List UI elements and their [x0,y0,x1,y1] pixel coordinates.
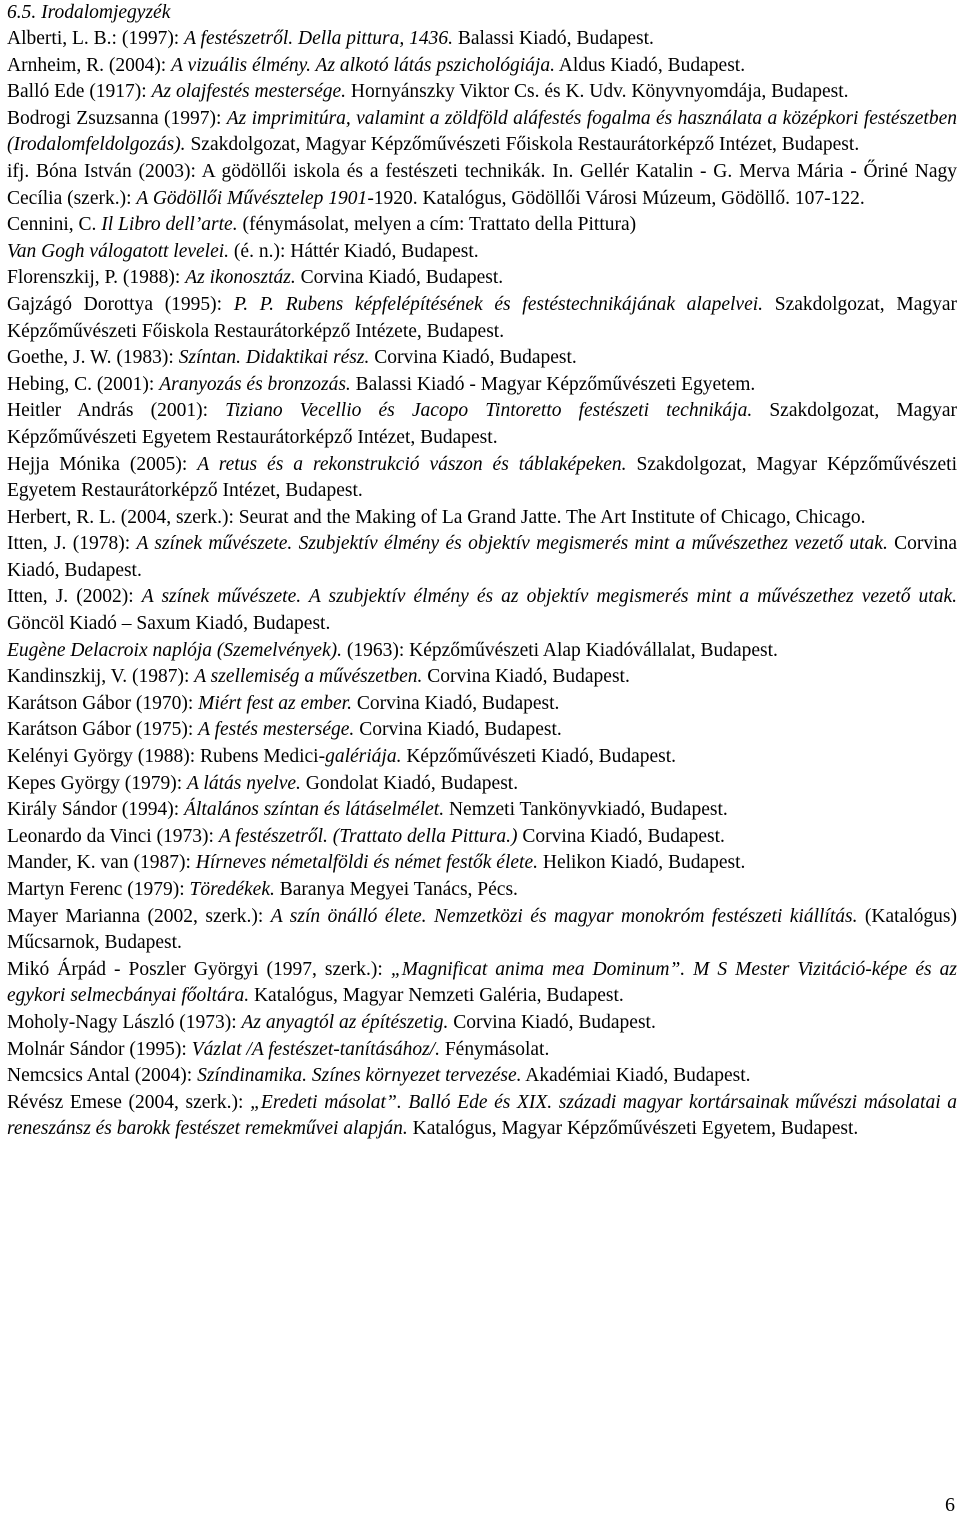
entry-title-italic: A szín önálló élete. Nemzetközi és magyar monokróm festészeti kiállítás. [270,905,858,927]
entry-title-italic: „Eredeti másolat”. Balló Ede és XIX. századi magyar kortársainak művészi másolatai a reneszánsz és barokk festészet remekművei alapján. [7,1091,957,1140]
entry-text: Herbert, R. L. (2004, szerk.): Seurat and the Making of La Grand Jatte. The Art Institute of Chicago, Chicago. [7,506,866,528]
bibliography-entry [7,531,957,584]
bibliography-entry [7,452,957,505]
bibliography-entry [7,664,957,691]
bibliography-entry [7,1063,957,1090]
entry-text: Baranya Megyei Tanács, Pécs. [274,879,518,900]
entry-text: Corvina Kiadó, Budapest. [295,267,504,289]
bibliography-entry [7,638,957,665]
entry-title-italic: Színtan. Didaktikai rész. [178,347,370,369]
bibliography-list [7,26,957,1143]
entry-text: Molnár Sándor (1995): [7,1038,192,1060]
bibliography-entry [7,824,957,851]
entry-title-italic: Az anyagtól az építészetig. [241,1011,449,1033]
bibliography-entry [7,79,957,106]
entry-text: (é. n.): Háttér Kiadó, Budapest. [229,240,479,262]
entry-title-italic: A szellemiség a művészetben. [194,666,423,688]
entry-text: Képzőművészeti Kiadó, Budapest. [401,746,677,768]
entry-text: -1920. Katalógus, Gödöllői Városi Múzeum, Gödöllő. 107-122. [367,187,865,209]
entry-title-italic: A Gödöllői Művésztelep 1901 [136,187,368,209]
entry-title-italic: P. P. Rubens képfelépítésének és festéstechnikájának alapelvei. [233,293,764,315]
bibliography-entry [7,53,957,80]
bibliography-page [7,0,957,1143]
bibliography-entry [7,744,957,771]
entry-text: Leonardo da Vinci (1973): [7,825,219,847]
bibliography-entry [7,1010,957,1037]
entry-title-italic: Hírneves németalföldi és német festők élete. [195,852,538,874]
entry-text: Szakdolgozat, Magyar Képzőművészeti Főiskola Restaurátorképző Intézete, Budapest. [7,293,958,342]
entry-title-italic: Általános színtan és látáselmélet. [184,799,445,821]
entry-text: Fénymásolat. [439,1038,550,1060]
bibliography-entry [7,212,957,239]
entry-text: Bodrogi Zsuzsanna (1997): [7,107,227,129]
section-heading: 6.5. Irodalomjegyzék [7,2,171,23]
page-number: 6 [945,1494,955,1516]
entry-text: Kepes György (1979): [7,772,187,794]
entry-text: Corvina Kiadó, Budapest. [369,347,577,369]
entry-text: (1963): Képzőművészeti Alap Kiadóvállalat, Budapest. [341,639,778,661]
entry-text: Szakdolgozat, Magyar Képzőművészeti Egyetem Restaurátorképző Intézet, Budapest. [7,453,957,502]
entry-text: Goethe, J. W. (1983): [7,347,179,369]
bibliography-entry [7,239,957,266]
entry-text: Mander, K. van (1987): [7,852,196,874]
entry-text: Balassi Kiadó, Budapest. [452,28,654,49]
entry-title-italic: Eugène Delacroix naplója (Szemelvények). [7,639,342,661]
entry-title-italic: galériája. [325,746,402,768]
entry-text: Akadémiai Kiadó, Budapest. [521,1065,751,1087]
entry-text: Karátson Gábor (1975): [7,719,199,741]
entry-title-italic: A színek művészete. A szubjektív élmény és az objektív megismerés mint a művészethez vezető utak. [141,586,957,608]
entry-text: Heitler András (2001): [7,400,226,422]
entry-title-italic: Aranyozás és bronzozás. [159,373,351,395]
entry-title-italic: A színek művészete. Szubjektív élmény és objektív megismerés mint a művészethez vezető utak. [136,533,888,555]
entry-title-italic: Az imprimitúra, valamint a zöldföld aláfestés fogalma és használata a középkori festészetben (Irodalomfeldolgozás). [7,107,957,156]
entry-title-italic: Az olajfestés mestersége. [151,81,347,103]
entry-text: Kelényi György (1988): Rubens Medici- [7,746,326,768]
entry-text: Florenszkij, P. (1988): [7,267,186,289]
bibliography-entry [7,505,957,532]
entry-text: Corvina Kiadó, Budapest. [354,719,562,741]
entry-text: Király Sándor (1994): [7,799,185,821]
entry-title-italic: A vizuális élmény. Az alkotó látás pszichológiája. [171,54,555,76]
bibliography-entry [7,850,957,877]
entry-text: Martyn Ferenc (1979): [7,879,190,900]
bibliography-entry [7,159,957,212]
bibliography-entry [7,1090,957,1143]
entry-text: Corvina Kiadó, Budapest. [517,825,725,847]
entry-text: Arnheim, R. (2004): [7,54,172,76]
bibliography-entry [7,292,957,345]
entry-text: Alberti, L. B.: (1997): [7,28,185,49]
entry-title-italic: A festészetről. (Trattato della Pittura.) [218,825,518,847]
entry-text: Itten, J. (1978): [7,533,137,555]
entry-text: Corvina Kiadó, Budapest. [448,1011,656,1033]
entry-text: Balassi Kiadó - Magyar Képzőművészeti Egyetem. [350,373,756,395]
entry-title-italic: Van Gogh válogatott levelei. [7,240,230,262]
bibliography-entry [7,1037,957,1064]
bibliography-entry [7,957,957,1010]
entry-text: (Katalógus) Műcsarnok, Budapest. [7,905,957,954]
entry-text: Mikó Árpád - Poszler Györgyi (1997, szerk.): [7,958,391,980]
bibliography-entry [7,904,957,957]
entry-text: Katalógus, Magyar Nemzeti Galéria, Budapest. [249,985,624,1007]
entry-text: Katalógus, Magyar Képzőművészeti Egyetem, Budapest. [407,1118,859,1140]
entry-title-italic: A festés mestersége. [198,719,355,741]
bibliography-entry [7,717,957,744]
entry-text: Szakdolgozat, Magyar Képzőművészeti Egyetem Restaurátorképző Intézet, Budapest. [7,400,957,448]
entry-text: Gondolat Kiadó, Budapest. [300,772,519,794]
entry-title-italic: Il Libro dell’arte. [101,214,238,236]
entry-title-italic: A retus és a rekonstrukció vászon és táblaképeken. [197,453,627,475]
entry-text: Moholy-Nagy László (1973): [7,1011,242,1033]
bibliography-entry [7,584,957,637]
entry-text: Hornyánszky Viktor Cs. és K. Udv. Könyvnyomdája, Budapest. [346,81,849,103]
entry-text: Kandinszkij, V. (1987): [7,666,195,688]
entry-text: Aldus Kiadó, Budapest. [554,54,746,76]
entry-text: Itten, J. (2002): [7,586,142,608]
entry-text: Cennini, C. [7,214,102,236]
entry-text: Helikon Kiadó, Budapest. [537,852,746,874]
bibliography-entry [7,877,957,904]
entry-text: Hebing, C. (2001): [7,373,160,395]
bibliography-entry [7,372,957,399]
bibliography-entry [7,106,957,159]
entry-text: Gajzágó Dorottya (1995): [7,293,234,315]
bibliography-entry [7,26,957,53]
entry-title-italic: Töredékek. [189,879,275,900]
entry-title-italic: Vázlat /A festészet-tanításához/. [191,1038,440,1060]
entry-title-italic: Miért fest az ember. [198,692,352,714]
bibliography-entry [7,398,957,451]
entry-title-italic: Tiziano Vecellio és Jacopo Tintoretto festészeti technikája. [225,400,753,422]
bibliography-entry [7,691,957,718]
entry-text: ifj. Bóna István (2003): A gödöllői iskola és a festészeti technikák. In. Gellér Katalin - G. Merva Mária - Őriné Nagy Cecília (szerk.): [7,160,957,209]
entry-text: Corvina Kiadó, Budapest. [422,666,630,688]
entry-text: Balló Ede (1917): [7,81,152,103]
bibliography-entry [7,771,957,798]
entry-title-italic: Az ikonosztáz. [185,267,296,289]
bibliography-entry [7,345,957,372]
entry-text: Karátson Gábor (1970): [7,692,199,714]
entry-title-italic: A festészetről. Della pittura, 1436. [184,28,453,49]
entry-text: Mayer Marianna (2002, szerk.): [7,905,271,927]
entry-title-italic: „Magnificat anima mea Dominum”. M S Mester Vizitáció-képe és az egykori selmecbányai főoltára. [7,958,957,1007]
entry-text: (fénymásolat, melyen a cím: Trattato della Pittura) [237,214,637,236]
entry-text: Szakdolgozat, Magyar Képzőművészeti Főiskola Restaurátorképző Intézet, Budapest. [185,134,860,156]
entry-text: Nemcsics Antal (2004): [7,1065,198,1087]
entry-title-italic: Színdinamika. Színes környezet tervezése. [197,1065,522,1087]
bibliography-entry [7,265,957,292]
entry-text: Corvina Kiadó, Budapest. [351,692,560,714]
entry-text: Hejja Mónika (2005): [7,453,198,475]
bibliography-entry [7,797,957,824]
entry-text: Göncöl Kiadó – Saxum Kiadó, Budapest. [7,613,331,635]
entry-text: Nemzeti Tankönyvkiadó, Budapest. [444,799,728,821]
entry-text: Corvina Kiadó, Budapest. [7,533,957,581]
entry-title-italic: A látás nyelve. [187,772,301,794]
entry-text: Révész Emese (2004, szerk.): [7,1091,251,1113]
